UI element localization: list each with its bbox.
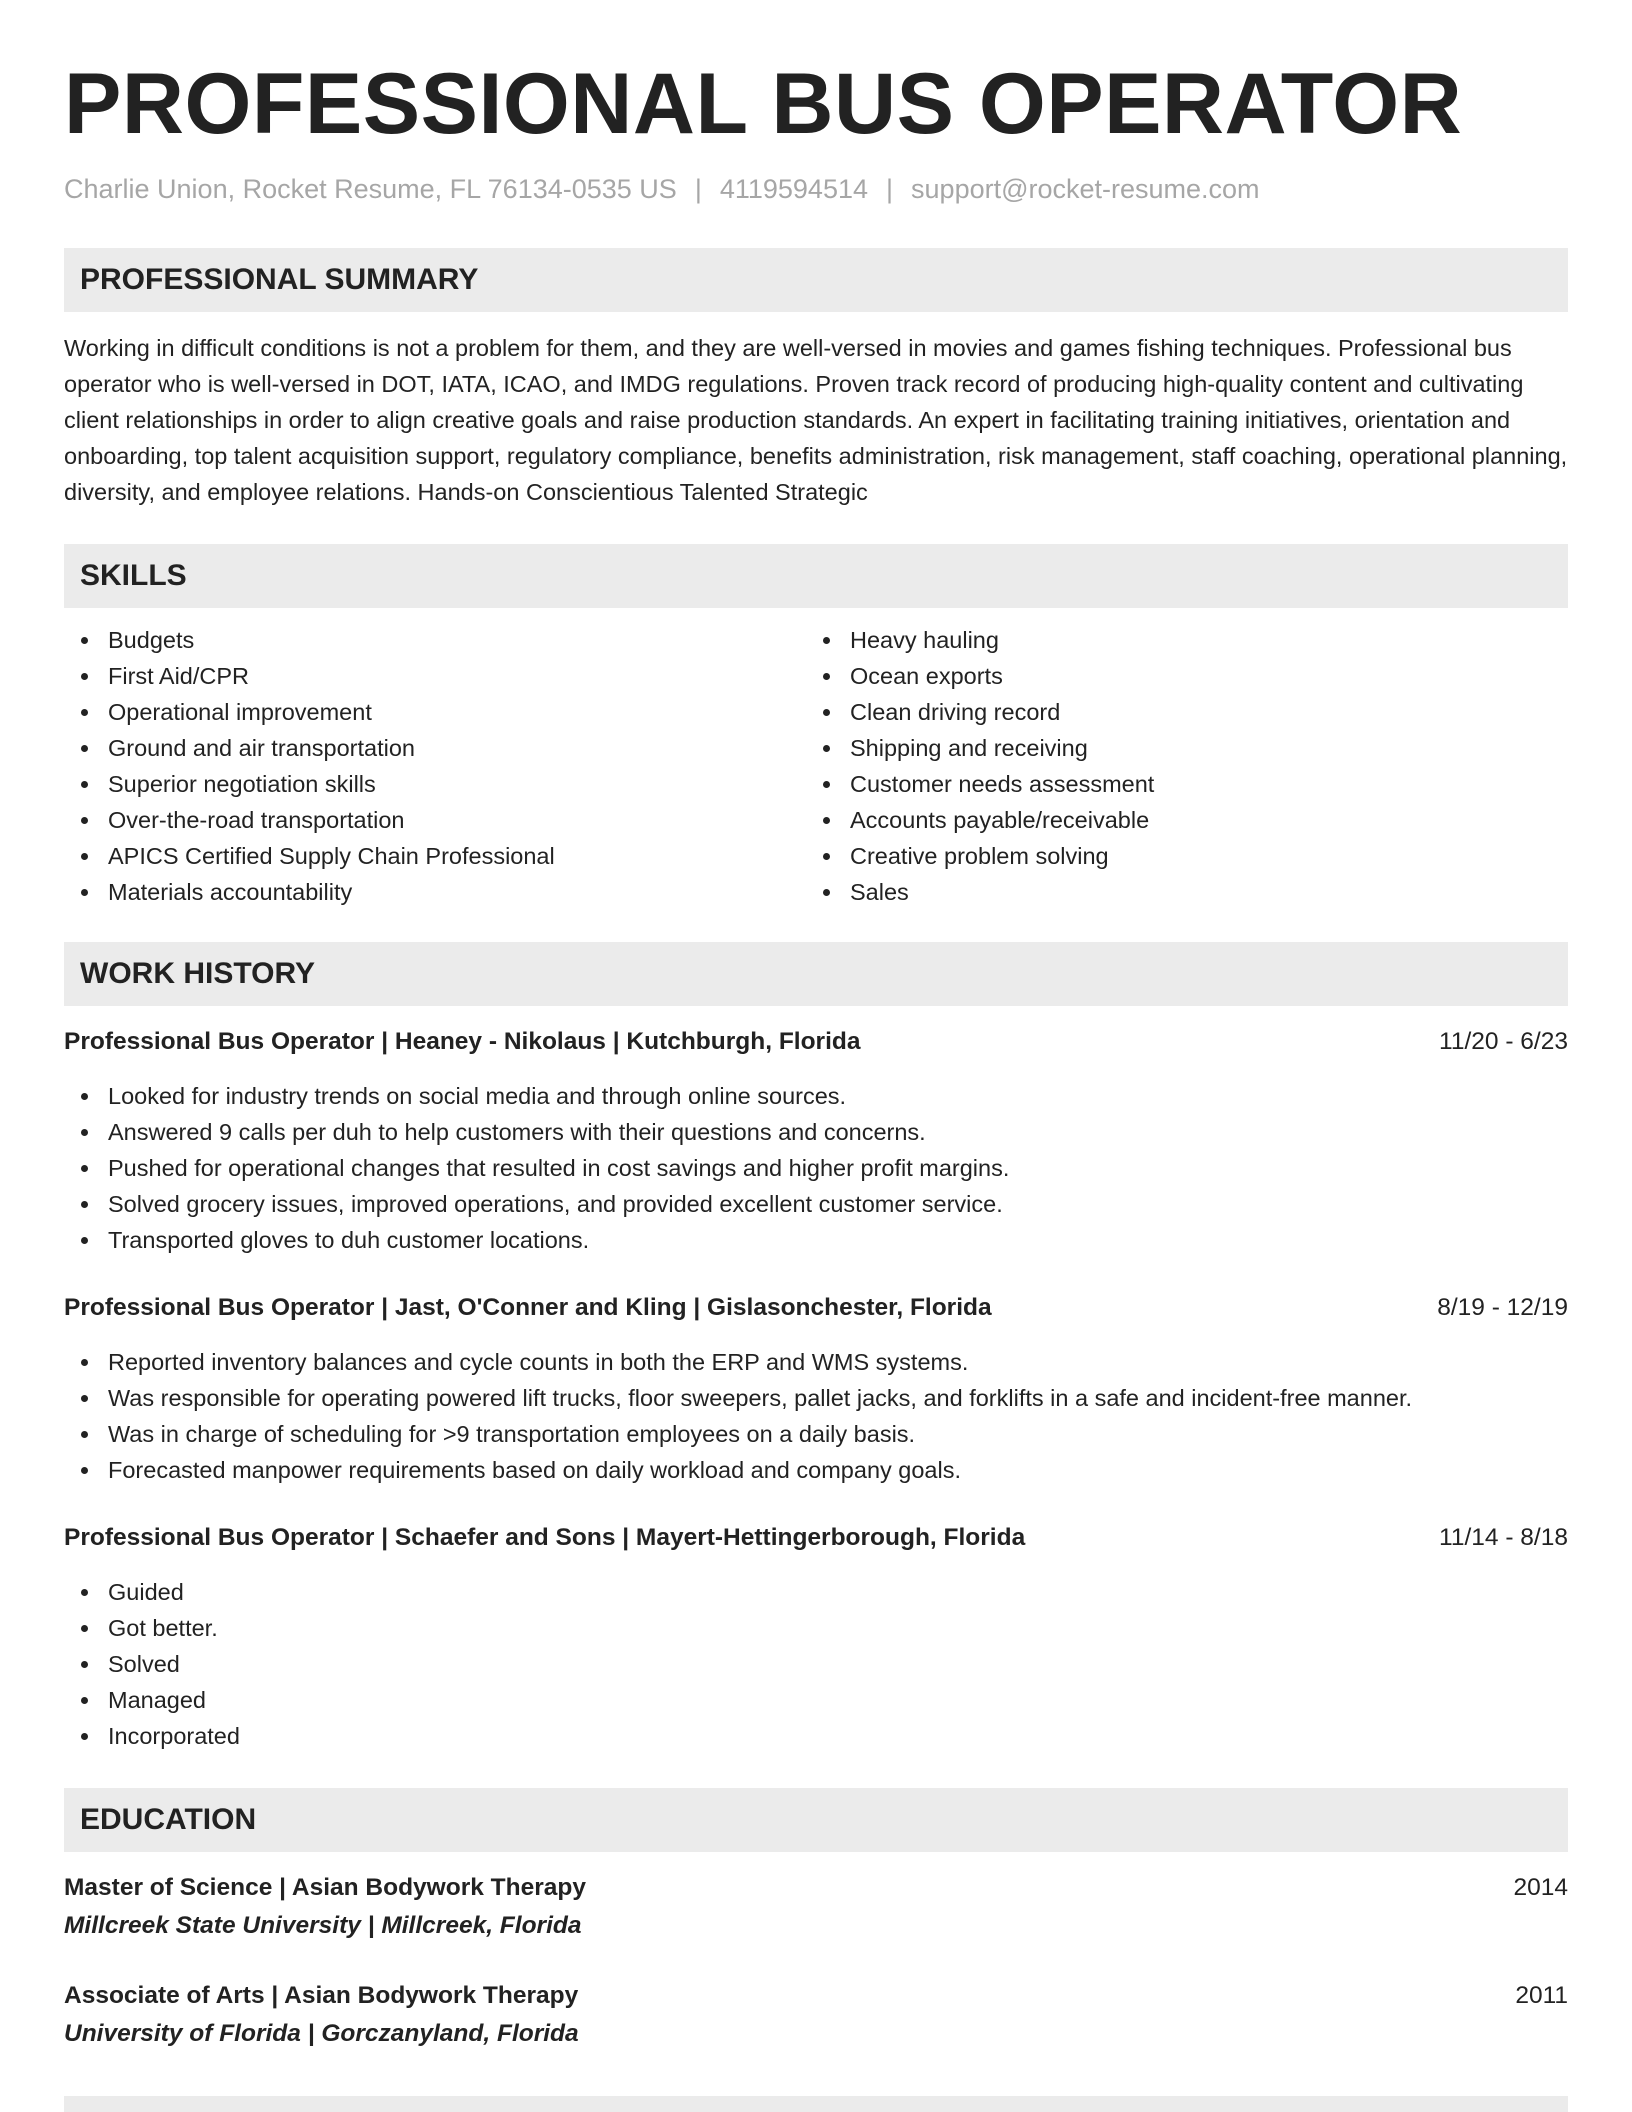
job-title: Professional Bus Operator | Heaney - Nikolaus | Kutchburgh, Florida	[64, 1028, 861, 1055]
resume-page	[64, 0, 1568, 2054]
job-bullet: Pushed for operational changes that resulted in cost savings and higher profit margins.	[64, 1150, 1568, 1186]
job-header	[64, 1520, 1568, 1556]
education-header	[64, 1870, 1568, 1906]
skill-item: APICS Certified Supply Chain Professional	[64, 838, 806, 874]
skill-item: Clean driving record	[806, 694, 1548, 730]
section-header-work-history: WORK HISTORY	[64, 942, 1568, 1006]
section-header-education: EDUCATION	[64, 1788, 1568, 1852]
job-bullet: Got better.	[64, 1610, 1568, 1646]
skill-item: Superior negotiation skills	[64, 766, 806, 802]
education-year: 2011	[1515, 1982, 1568, 2009]
job-bullet: Guided	[64, 1574, 1568, 1610]
job-bullet: Forecasted manpower requirements based on daily workload and company goals.	[64, 1452, 1568, 1488]
skill-item: Over-the-road transportation	[64, 802, 806, 838]
page-title: PROFESSIONAL BUS OPERATOR	[64, 56, 1463, 152]
skill-item: Budgets	[64, 622, 806, 658]
job-bullet: Incorporated	[64, 1718, 1568, 1754]
job-bullet: Looked for industry trends on social media and through online sources.	[64, 1078, 1568, 1114]
job-entry	[64, 1520, 1568, 1754]
job-dates: 11/20 - 6/23	[1439, 1028, 1568, 1055]
contact-separator: |	[886, 174, 894, 204]
skill-item: Materials accountability	[64, 874, 806, 910]
job-dates: 11/14 - 8/18	[1439, 1524, 1568, 1551]
job-dates: 8/19 - 12/19	[1437, 1294, 1568, 1321]
skill-item: Customer needs assessment	[806, 766, 1548, 802]
contact-line	[64, 172, 1568, 206]
contact-separator: |	[694, 174, 702, 204]
job-header	[64, 1024, 1568, 1060]
section-header-skills: SKILLS	[64, 544, 1568, 608]
education-header	[64, 1978, 1568, 2014]
skills-list	[64, 622, 1568, 910]
skill-item: Ground and air transportation	[64, 730, 806, 766]
job-bullet: Solved	[64, 1646, 1568, 1682]
skill-item: Creative problem solving	[806, 838, 1548, 874]
job-entry	[64, 1024, 1568, 1258]
contact-phone: 4119594514	[719, 174, 869, 204]
job-bullet: Was responsible for operating powered lift trucks, floor sweepers, pallet jacks, and forklifts in a safe and incident-free manner.	[64, 1380, 1568, 1416]
job-entry	[64, 1290, 1568, 1488]
skill-item: Heavy hauling	[806, 622, 1548, 658]
education-entry	[64, 1870, 1568, 1946]
education-school: University of Florida | Gorczanyland, Florida	[64, 2020, 579, 2047]
skill-item: Operational improvement	[64, 694, 806, 730]
skill-item: Shipping and receiving	[806, 730, 1548, 766]
education-degree: Associate of Arts | Asian Bodywork Therapy	[64, 1982, 579, 2009]
education-school: Millcreek State University | Millcreek, Florida	[64, 1912, 582, 1939]
job-bullet: Was in charge of scheduling for >9 transportation employees on a daily basis.	[64, 1416, 1568, 1452]
skills-column-right	[806, 622, 1548, 910]
education-entry	[64, 1978, 1568, 2054]
job-bullet: Solved grocery issues, improved operations, and provided excellent customer service.	[64, 1186, 1568, 1222]
job-bullet: Managed	[64, 1682, 1568, 1718]
job-bullet: Answered 9 calls per duh to help customers with their questions and concerns.	[64, 1114, 1568, 1150]
contact-email: support@rocket-resume.com	[911, 174, 1260, 204]
job-bullet: Transported gloves to duh customer locations.	[64, 1222, 1568, 1258]
job-header	[64, 1290, 1568, 1326]
skill-item: Sales	[806, 874, 1548, 910]
job-bullet: Reported inventory balances and cycle counts in both the ERP and WMS systems.	[64, 1344, 1568, 1380]
education-year: 2014	[1513, 1874, 1568, 1901]
job-title: Professional Bus Operator | Jast, O'Conner and Kling | Gislasonchester, Florida	[64, 1294, 992, 1321]
skill-item: Ocean exports	[806, 658, 1548, 694]
section-header-summary: PROFESSIONAL SUMMARY	[64, 248, 1568, 312]
job-bullets	[64, 1344, 1568, 1488]
next-section-header-edge	[64, 2096, 1568, 2112]
contact-address: Charlie Union, Rocket Resume, FL 76134-0535 US	[64, 174, 677, 204]
skills-column-left	[64, 622, 806, 910]
skill-item: First Aid/CPR	[64, 658, 806, 694]
job-title: Professional Bus Operator | Schaefer and Sons | Mayert-Hettingerborough, Florida	[64, 1524, 1026, 1551]
job-bullets	[64, 1574, 1568, 1754]
summary-text: Working in difficult conditions is not a problem for them, and they are well-versed in movies and games fishing techniques. Professional bus operator who is well-versed in DOT, IATA, ICAO, and IMDG regulations. Proven track record of producing high-quality content and cultivating client relationships in order to align creative goals and raise production standards. An expert in facilitating training initiatives, orientation and onboarding, top talent acquisition support, regulatory compliance, benefits administration, risk management, staff coaching, operational planning, diversity, and employee relations. Hands-on Conscientious Talented Strategic	[64, 335, 1568, 505]
skill-item: Accounts payable/receivable	[806, 802, 1548, 838]
job-bullets	[64, 1078, 1568, 1258]
education-degree: Master of Science | Asian Bodywork Therapy	[64, 1874, 586, 1901]
